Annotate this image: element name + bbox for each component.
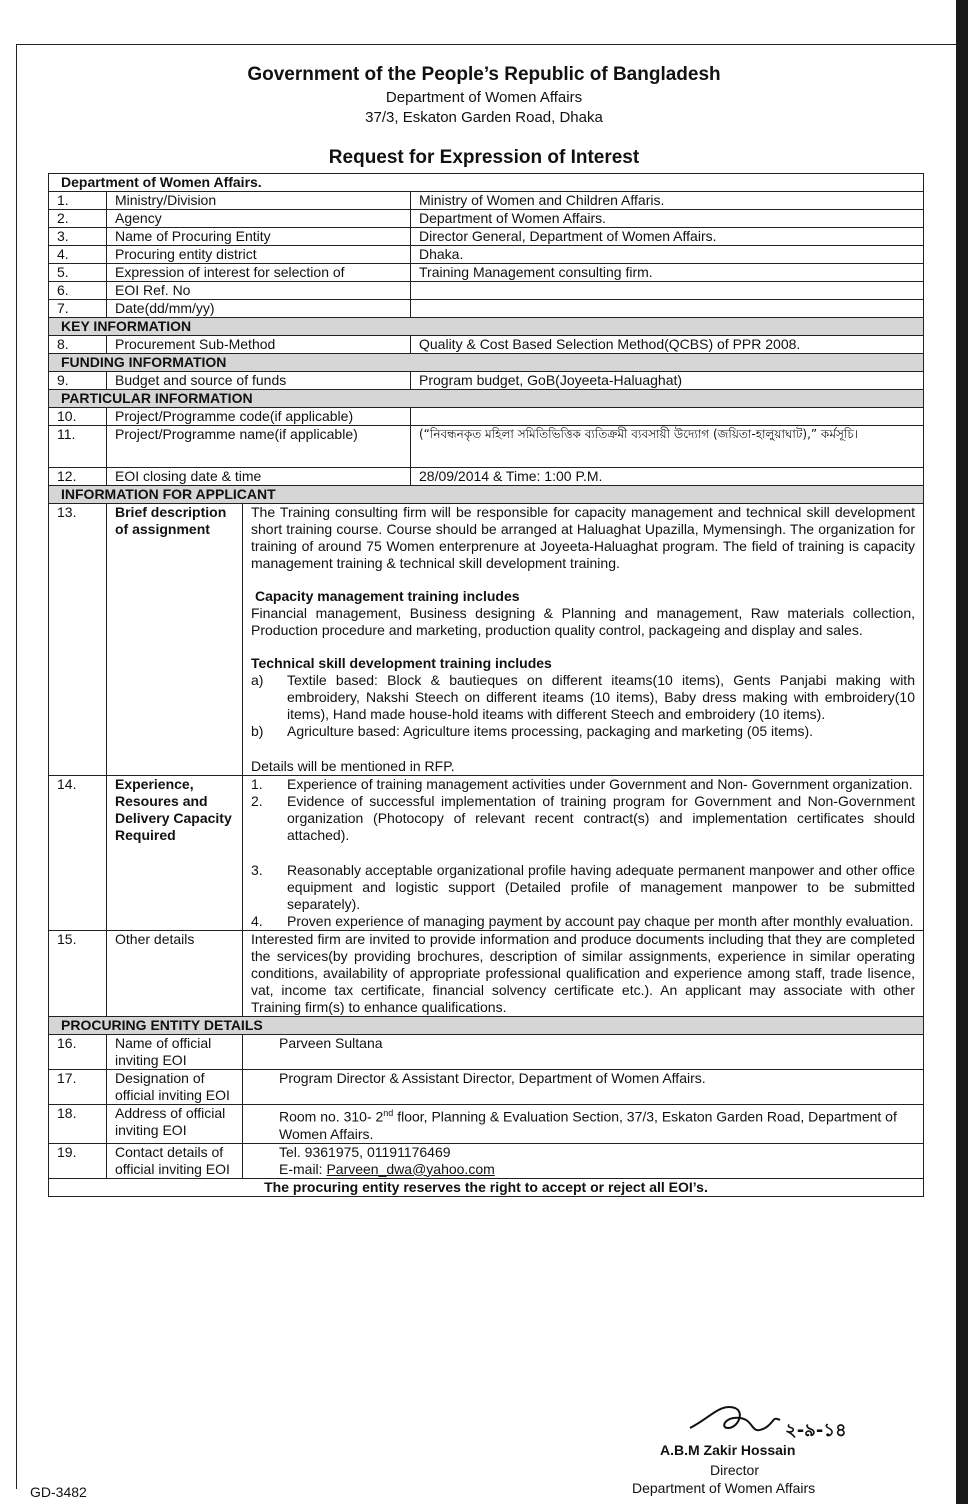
reservation-note: The procuring entity reserves the right to accept or reject all EOI’s. bbox=[49, 1178, 924, 1196]
row-label: Other details bbox=[107, 931, 243, 1017]
list-item bbox=[251, 913, 915, 930]
row-number: 10. bbox=[49, 408, 107, 426]
item-marker: b) bbox=[251, 723, 264, 739]
row-label: Ministry/Division bbox=[107, 192, 411, 210]
row-number: 7. bbox=[49, 300, 107, 318]
row-value: Quality & Cost Based Selection Method(QCBS) of PPR 2008. bbox=[411, 336, 924, 354]
table-row bbox=[49, 468, 924, 486]
row-value: Department of Women Affairs. bbox=[411, 210, 924, 228]
telephone: Tel. 9361975, 01191176469 bbox=[279, 1143, 451, 1160]
row-label: Project/Programme name(if applicable) bbox=[107, 426, 411, 468]
row-number: 4. bbox=[49, 246, 107, 264]
table-row bbox=[49, 408, 924, 426]
table-row bbox=[49, 426, 924, 468]
capacity-heading: Capacity management training includes bbox=[255, 588, 520, 604]
list-item bbox=[251, 776, 915, 793]
address-post: floor, Planning & Evaluation Section, 37/3, Eskaton Garden Road, Department of Women Affairs. bbox=[279, 1108, 897, 1142]
row-label: Project/Programme code(if applicable) bbox=[107, 408, 411, 426]
row-number: 5. bbox=[49, 264, 107, 282]
scan-edge bbox=[956, 0, 968, 1504]
assignment-description bbox=[243, 504, 924, 776]
row-label: Name of official inviting EOI bbox=[107, 1035, 243, 1070]
item-text: Agriculture based: Agriculture items processing, packaging and marketing (05 items). bbox=[287, 723, 814, 739]
email-link[interactable]: Parveen_dwa@yahoo.com bbox=[326, 1160, 495, 1177]
table-row bbox=[49, 282, 924, 300]
table-row bbox=[49, 1035, 924, 1070]
table-row bbox=[49, 228, 924, 246]
row-label: Budget and source of funds bbox=[107, 372, 411, 390]
row-label: Date(dd/mm/yy) bbox=[107, 300, 411, 318]
item-marker: a) bbox=[251, 672, 264, 688]
row-label: Brief description of assignment bbox=[107, 504, 243, 776]
list-item bbox=[251, 862, 915, 913]
row-value: Interested firm are invited to provide information and produce documents including that they are completed the services(by providing brochures, description of similar assignments, experience in similar operating conditions, availability of appropriate professional qualification and experience among staff, trade lisence, vat, income tax certificate, financial solvency certificate etc.). An applicant may associate with other Training firm(s) to enhance qualifications. bbox=[243, 931, 924, 1017]
table-row bbox=[49, 192, 924, 210]
table-row bbox=[49, 264, 924, 282]
table-title: Department of Women Affairs. bbox=[49, 174, 924, 192]
row-label: Procuring entity district bbox=[107, 246, 411, 264]
row-value: (“নিবন্ধনকৃত মহিলা সমিতিভিত্তিক ব্যতিক্রমী ব্যবসায়ী উদ্যোগ (জয়িতা-হালুয়াঘাট),” কর্মসূচি। bbox=[411, 426, 924, 468]
row-number: 11. bbox=[49, 426, 107, 468]
row-number: 9. bbox=[49, 372, 107, 390]
government-heading: Government of the People’s Republic of Bangladesh bbox=[247, 64, 721, 85]
table-row bbox=[49, 246, 924, 264]
item-text: Textile based: Block & bautieques on different iteams(10 items), Gents Panjabi making with embroidery, Nakshi Steech on different iteams (10 items), Baby dress making with embroidery(10 items), Hand made house-hold iteams with different Steech and embroidery (10 items). bbox=[287, 672, 915, 722]
row-value: Program budget, GoB(Joyeeta-Haluaghat) bbox=[411, 372, 924, 390]
document-title: Request for Expression of Interest bbox=[328, 147, 640, 168]
table-row bbox=[49, 504, 924, 776]
table-row bbox=[49, 210, 924, 228]
signatory-title: Director bbox=[710, 1462, 760, 1478]
row-value: Ministry of Women and Children Affaris. bbox=[411, 192, 924, 210]
contact-value bbox=[243, 1143, 924, 1178]
row-number: 1. bbox=[49, 192, 107, 210]
table-row bbox=[49, 336, 924, 354]
item-text: Experience of training management activities under Government and Non- Government organization. bbox=[287, 776, 913, 792]
item-text: Reasonably acceptable organizational profile having adequate permanent manpower and other office equipment and logistic support (Detailed profile of management manpower to be submitted separately). bbox=[287, 862, 915, 912]
item-marker: 3. bbox=[251, 862, 263, 878]
table-title-row bbox=[49, 174, 924, 192]
row-number: 16. bbox=[49, 1035, 107, 1070]
address-sup: nd bbox=[383, 1108, 394, 1118]
row-label: Address of official inviting EOI bbox=[107, 1105, 243, 1144]
row-number: 6. bbox=[49, 282, 107, 300]
row-value: Dhaka. bbox=[411, 246, 924, 264]
address-heading: 37/3, Eskaton Garden Road, Dhaka bbox=[365, 109, 603, 126]
section-funding-information: FUNDING INFORMATION bbox=[49, 354, 924, 372]
row-number: 18. bbox=[49, 1105, 107, 1144]
row-label: Procurement Sub-Method bbox=[107, 336, 411, 354]
row-label: Agency bbox=[107, 210, 411, 228]
department-heading: Department of Women Affairs bbox=[385, 89, 583, 106]
list-item bbox=[251, 723, 915, 740]
section-information-for-applicant: INFORMATION FOR APPLICANT bbox=[49, 486, 924, 504]
row-number: 14. bbox=[49, 776, 107, 931]
experience-requirements bbox=[243, 776, 924, 931]
row-value: Training Management consulting firm. bbox=[411, 264, 924, 282]
item-text: Evidence of successful implementation of training program for Government and Non-Government organization (Photocopy of relevant recent contract(s) and implementation certificates should attached). bbox=[287, 793, 915, 843]
row-value: Parveen Sultana bbox=[243, 1035, 924, 1070]
document-code: GD-3482 bbox=[30, 1484, 87, 1500]
item-marker: 2. bbox=[251, 793, 263, 809]
row-label: Expression of interest for selection of bbox=[107, 264, 411, 282]
signatory-name: A.B.M Zakir Hossain bbox=[660, 1442, 796, 1458]
row-label: EOI Ref. No bbox=[107, 282, 411, 300]
item-text: Proven experience of managing payment by account pay chaque per month after monthly evaluation. bbox=[287, 913, 914, 929]
email-label: E-mail: bbox=[279, 1160, 327, 1177]
row-number: 3. bbox=[49, 228, 107, 246]
row-number: 19. bbox=[49, 1143, 107, 1178]
section-key-information: KEY INFORMATION bbox=[49, 318, 924, 336]
item-marker: 1. bbox=[251, 776, 263, 792]
row-label: Contact details of official inviting EOI bbox=[107, 1143, 243, 1178]
row-number: 13. bbox=[49, 504, 107, 776]
row-number: 17. bbox=[49, 1070, 107, 1105]
row-number: 8. bbox=[49, 336, 107, 354]
row-number: 15. bbox=[49, 931, 107, 1017]
row-label: Name of Procuring Entity bbox=[107, 228, 411, 246]
table-row bbox=[49, 1105, 924, 1144]
section-particular-information: PARTICULAR INFORMATION bbox=[49, 390, 924, 408]
assignment-intro: The Training consulting firm will be responsible for capacity management and technical skill development short training course. Course should be arranged at Haluaghat Upazilla, Mymensingh. The organization for training of around 75 Women enterprenure at Joyeeta-Haluaghat program. The field of training is capacity management training & technical skill development training. bbox=[251, 504, 915, 571]
row-value: Director General, Department of Women Affairs. bbox=[411, 228, 924, 246]
row-label: Designation of official inviting EOI bbox=[107, 1070, 243, 1105]
table-row bbox=[49, 1143, 924, 1178]
address-pre: Room no. 310- 2 bbox=[279, 1108, 384, 1125]
table-row bbox=[49, 931, 924, 1017]
row-label: Experience, Resoures and Delivery Capacity Required bbox=[107, 776, 243, 931]
row-value: 28/09/2014 & Time: 1:00 P.M. bbox=[411, 468, 924, 486]
section-procuring-entity-details: PROCURING ENTITY DETAILS bbox=[49, 1017, 924, 1035]
item-marker: 4. bbox=[251, 913, 263, 929]
eoi-table bbox=[48, 173, 924, 1197]
list-item bbox=[251, 793, 915, 844]
row-value bbox=[411, 282, 924, 300]
details-note: Details will be mentioned in RFP. bbox=[251, 758, 455, 774]
table-row bbox=[49, 300, 924, 318]
table-row bbox=[49, 776, 924, 931]
signature-mark bbox=[680, 1398, 880, 1448]
row-label: EOI closing date & time bbox=[107, 468, 411, 486]
row-value bbox=[411, 300, 924, 318]
address-value bbox=[243, 1105, 924, 1144]
row-number: 2. bbox=[49, 210, 107, 228]
row-value: Program Director & Assistant Director, Department of Women Affairs. bbox=[243, 1070, 924, 1105]
row-number: 12. bbox=[49, 468, 107, 486]
list-item bbox=[251, 672, 915, 723]
technical-heading: Technical skill development training includes bbox=[251, 655, 552, 671]
table-row bbox=[49, 372, 924, 390]
capacity-text: Financial management, Business designing & Planning and management, Raw materials collection, Production procedure and marketing, production quality control, packageing and display and sales. bbox=[251, 605, 915, 638]
table-row bbox=[49, 1070, 924, 1105]
signature-date: ২-৯-১৪ bbox=[785, 1420, 847, 1441]
signatory-department: Department of Women Affairs bbox=[632, 1480, 816, 1496]
row-value bbox=[411, 408, 924, 426]
